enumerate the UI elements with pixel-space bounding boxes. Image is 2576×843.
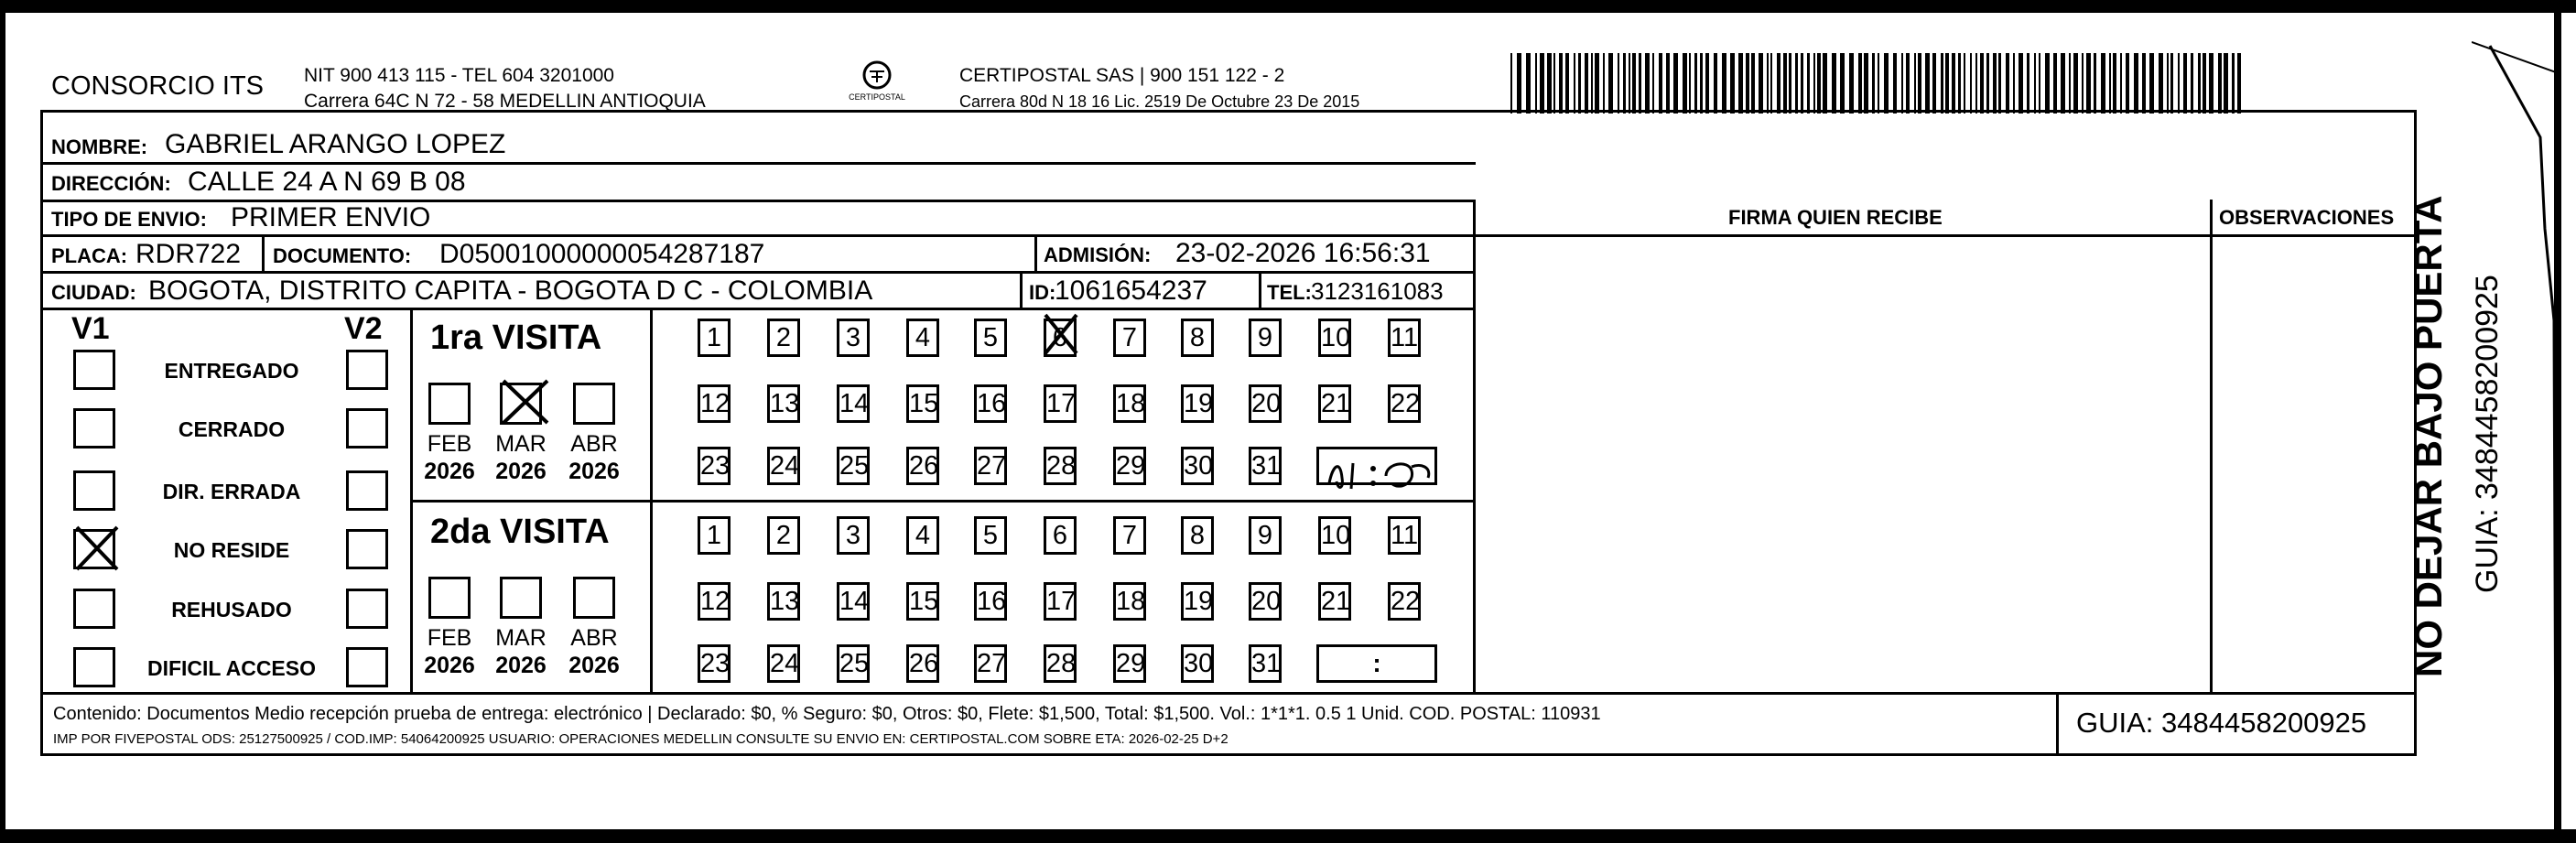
imp-line: IMP POR FIVEPOSTAL ODS: 25127500925 / COD.IMP: 54064200925 USUARIO: OPERACIONES MEDELLIN CONSULTE SU ENVIO EN: CERTIPOSTAL.COM SOBRE ETA: 2026-02-25 D+2 [53,731,1228,747]
direccion-value: CALLE 24 A N 69 B 08 [188,167,466,197]
status-label: DIFICIL ACCESO [146,656,316,680]
first-month-checkbox[interactable] [428,383,471,425]
certipostal-logo-text: CERTIPOSTAL [849,92,905,102]
second-day-box[interactable]: 15 [906,582,939,621]
month-name: MAR [495,431,547,457]
second-time-box[interactable]: : [1316,644,1437,683]
second-month-label [562,624,626,679]
v1-checkbox[interactable] [73,589,115,629]
second-day-box[interactable]: 31 [1249,644,1282,683]
footer-guia: GUIA: 3484458200925 [2076,707,2367,739]
second-day-box[interactable]: 7 [1113,516,1146,555]
second-day-box[interactable]: 19 [1181,582,1214,621]
v1-checkbox[interactable] [73,647,115,687]
second-month-checkbox[interactable] [573,577,615,619]
first-month-label [562,430,626,485]
first-day-box[interactable]: 4 [906,319,939,357]
first-month-label [489,430,553,485]
first-day-box[interactable]: 21 [1318,384,1351,423]
v2-checkbox[interactable] [346,589,388,629]
first-day-box[interactable]: 10 [1318,319,1351,357]
certipostal-logo-icon [839,60,915,112]
first-day-box[interactable]: 16 [974,384,1007,423]
status-label: REHUSADO [171,598,292,621]
documento-value: D05001000000054287187 [439,239,765,269]
second-day-box[interactable]: 6 [1044,516,1077,555]
second-day-box[interactable]: 20 [1249,582,1282,621]
second-day-box[interactable]: 24 [767,644,800,683]
ciudad-value: BOGOTA, DISTRITO CAPITA - BOGOTA D C - COLOMBIA [148,276,873,306]
month-name: ABR [570,625,618,651]
nombre-label: NOMBRE: [51,135,148,158]
first-month-checkbox[interactable] [573,383,615,425]
month-year: 2026 [424,653,475,678]
second-day-box[interactable]: 5 [974,516,1007,555]
month-year: 2026 [568,653,620,678]
first-day-box[interactable]: 14 [837,384,870,423]
first-day-box[interactable]: 30 [1181,447,1214,485]
v1-checkbox[interactable] [73,350,115,390]
second-day-box[interactable]: 22 [1388,582,1421,621]
first-day-box[interactable]: 8 [1181,319,1214,357]
first-day-box[interactable]: 27 [974,447,1007,485]
second-day-box[interactable]: 21 [1318,582,1351,621]
direccion-label: DIRECCIÓN: [51,172,171,195]
second-month-checkbox[interactable] [428,577,471,619]
first-day-box[interactable]: 25 [837,447,870,485]
second-day-box[interactable]: 8 [1181,516,1214,555]
second-day-box[interactable]: 11 [1388,516,1421,555]
first-day-box[interactable]: 6 [1044,319,1077,357]
v2-checkbox[interactable] [346,647,388,687]
v1-label: V1 [71,311,110,346]
first-month-label [417,430,482,485]
v1-checkbox[interactable] [73,408,115,449]
tel-value: 3123161083 [1311,277,1444,305]
status-label: CERRADO [178,417,286,441]
second-day-box[interactable]: 30 [1181,644,1214,683]
v2-checkbox[interactable] [346,350,388,390]
first-day-box[interactable]: 18 [1113,384,1146,423]
second-day-box[interactable]: 28 [1044,644,1077,683]
second-day-box[interactable]: 25 [837,644,870,683]
month-year: 2026 [495,459,547,484]
observaciones-header: OBSERVACIONES [2219,206,2395,229]
second-day-box[interactable]: 1 [698,516,731,555]
second-day-box[interactable]: 12 [698,582,731,621]
second-day-box[interactable]: 27 [974,644,1007,683]
status-label: NO RESIDE [173,538,290,562]
second-day-box[interactable]: 14 [837,582,870,621]
first-day-box[interactable]: 12 [698,384,731,423]
first-day-box[interactable]: 1 [698,319,731,357]
second-month-label [417,624,482,679]
month-year: 2026 [495,653,547,678]
v2-label: V2 [344,311,383,346]
status-label: ENTREGADO [164,359,299,383]
second-day-box[interactable]: 23 [698,644,731,683]
firma-header: FIRMA QUIEN RECIBE [1728,206,1943,229]
first-day-box[interactable]: 19 [1181,384,1214,423]
admision-label: ADMISIÓN: [1044,243,1152,266]
status-label: DIR. ERRADA [162,480,301,503]
id-value: 1061654237 [1055,276,1207,306]
sender-nit: NIT 900 413 115 - TEL 604 3201000 [304,65,614,86]
sender-company: CONSORCIO ITS [51,71,265,101]
month-name: FEB [427,431,472,457]
v2-checkbox[interactable] [346,408,388,449]
first-day-box[interactable]: 17 [1044,384,1077,423]
second-day-box[interactable]: 13 [767,582,800,621]
first-visit-title: 1ra VISITA [430,319,602,357]
v1-checkbox[interactable] [73,470,115,511]
barcode-icon [1509,53,2250,115]
first-day-box[interactable]: 2 [767,319,800,357]
first-day-box[interactable]: 20 [1249,384,1282,423]
second-month-checkbox[interactable] [500,577,542,619]
side-guia: GUIA: 3484458200925 [2470,275,2505,593]
second-day-box[interactable]: 3 [837,516,870,555]
second-day-box[interactable]: 9 [1249,516,1282,555]
v2-checkbox[interactable] [346,529,388,569]
second-day-box[interactable]: 10 [1318,516,1351,555]
month-name: ABR [570,431,618,457]
handwritten-time [1320,447,1439,498]
sender-address: Carrera 64C N 72 - 58 MEDELLIN ANTIOQUIA [304,91,706,112]
placa-label: PLACA: [51,244,128,267]
first-day-box[interactable]: 26 [906,447,939,485]
month-year: 2026 [568,459,620,484]
first-day-box[interactable]: 24 [767,447,800,485]
second-day-box[interactable]: 18 [1113,582,1146,621]
second-day-box[interactable]: 16 [974,582,1007,621]
second-day-box[interactable]: 17 [1044,582,1077,621]
first-day-box[interactable]: 13 [767,384,800,423]
id-label: ID: [1029,281,1056,304]
tipo-envio-label: TIPO DE ENVIO: [51,208,207,231]
v2-checkbox[interactable] [346,470,388,511]
second-day-box[interactable]: 26 [906,644,939,683]
scan-edge-bottom [0,829,2576,843]
month-name: MAR [495,625,547,651]
ciudad-label: CIUDAD: [51,281,136,304]
second-day-box[interactable]: 4 [906,516,939,555]
first-day-box[interactable]: 3 [837,319,870,357]
v1-checkbox[interactable] [73,529,115,569]
first-day-box[interactable]: 15 [906,384,939,423]
first-day-box[interactable]: 29 [1113,447,1146,485]
first-day-box[interactable]: 5 [974,319,1007,357]
first-month-checkbox[interactable] [500,383,542,425]
month-year: 2026 [424,459,475,484]
first-day-box[interactable]: 28 [1044,447,1077,485]
second-visit-title: 2da VISITA [430,513,610,551]
month-name: FEB [427,625,472,651]
nombre-value: GABRIEL ARANGO LOPEZ [165,129,506,159]
placa-value: RDR722 [135,239,242,269]
second-month-label [489,624,553,679]
tipo-envio-value: PRIMER ENVIO [231,202,431,232]
first-day-box[interactable]: 9 [1249,319,1282,357]
first-day-box[interactable]: 31 [1249,447,1282,485]
admision-value: 23-02-2026 16:56:31 [1175,238,1431,268]
first-day-box[interactable]: 11 [1388,319,1421,357]
documento-label: DOCUMENTO: [273,244,412,267]
first-day-box[interactable]: 23 [698,447,731,485]
second-day-box[interactable]: 29 [1113,644,1146,683]
carrier-license: Carrera 80d N 18 16 Lic. 2519 De Octubre 23 De 2015 [959,92,1360,111]
side-warning: NO DEJAR BAJO PUERTA [2407,195,2450,677]
contenido-line: Contenido: Documentos Medio recepción prueba de entrega: electrónico | Declarado: $0, % Seguro: $0, Otros: $0, Flete: $1,500, Total: $1,500. Vol.: 1*1*1. 0.5 1 Unid. COD. POSTAL: 110931 [53,704,1601,724]
carrier-name: CERTIPOSTAL SAS | 900 151 122 - 2 [959,65,1285,86]
second-day-box[interactable]: 2 [767,516,800,555]
first-day-box[interactable]: 7 [1113,319,1146,357]
first-day-box[interactable]: 22 [1388,384,1421,423]
tel-label: TEL: [1267,281,1312,304]
scan-edge-left [0,0,5,843]
scan-edge-top [0,0,2576,13]
